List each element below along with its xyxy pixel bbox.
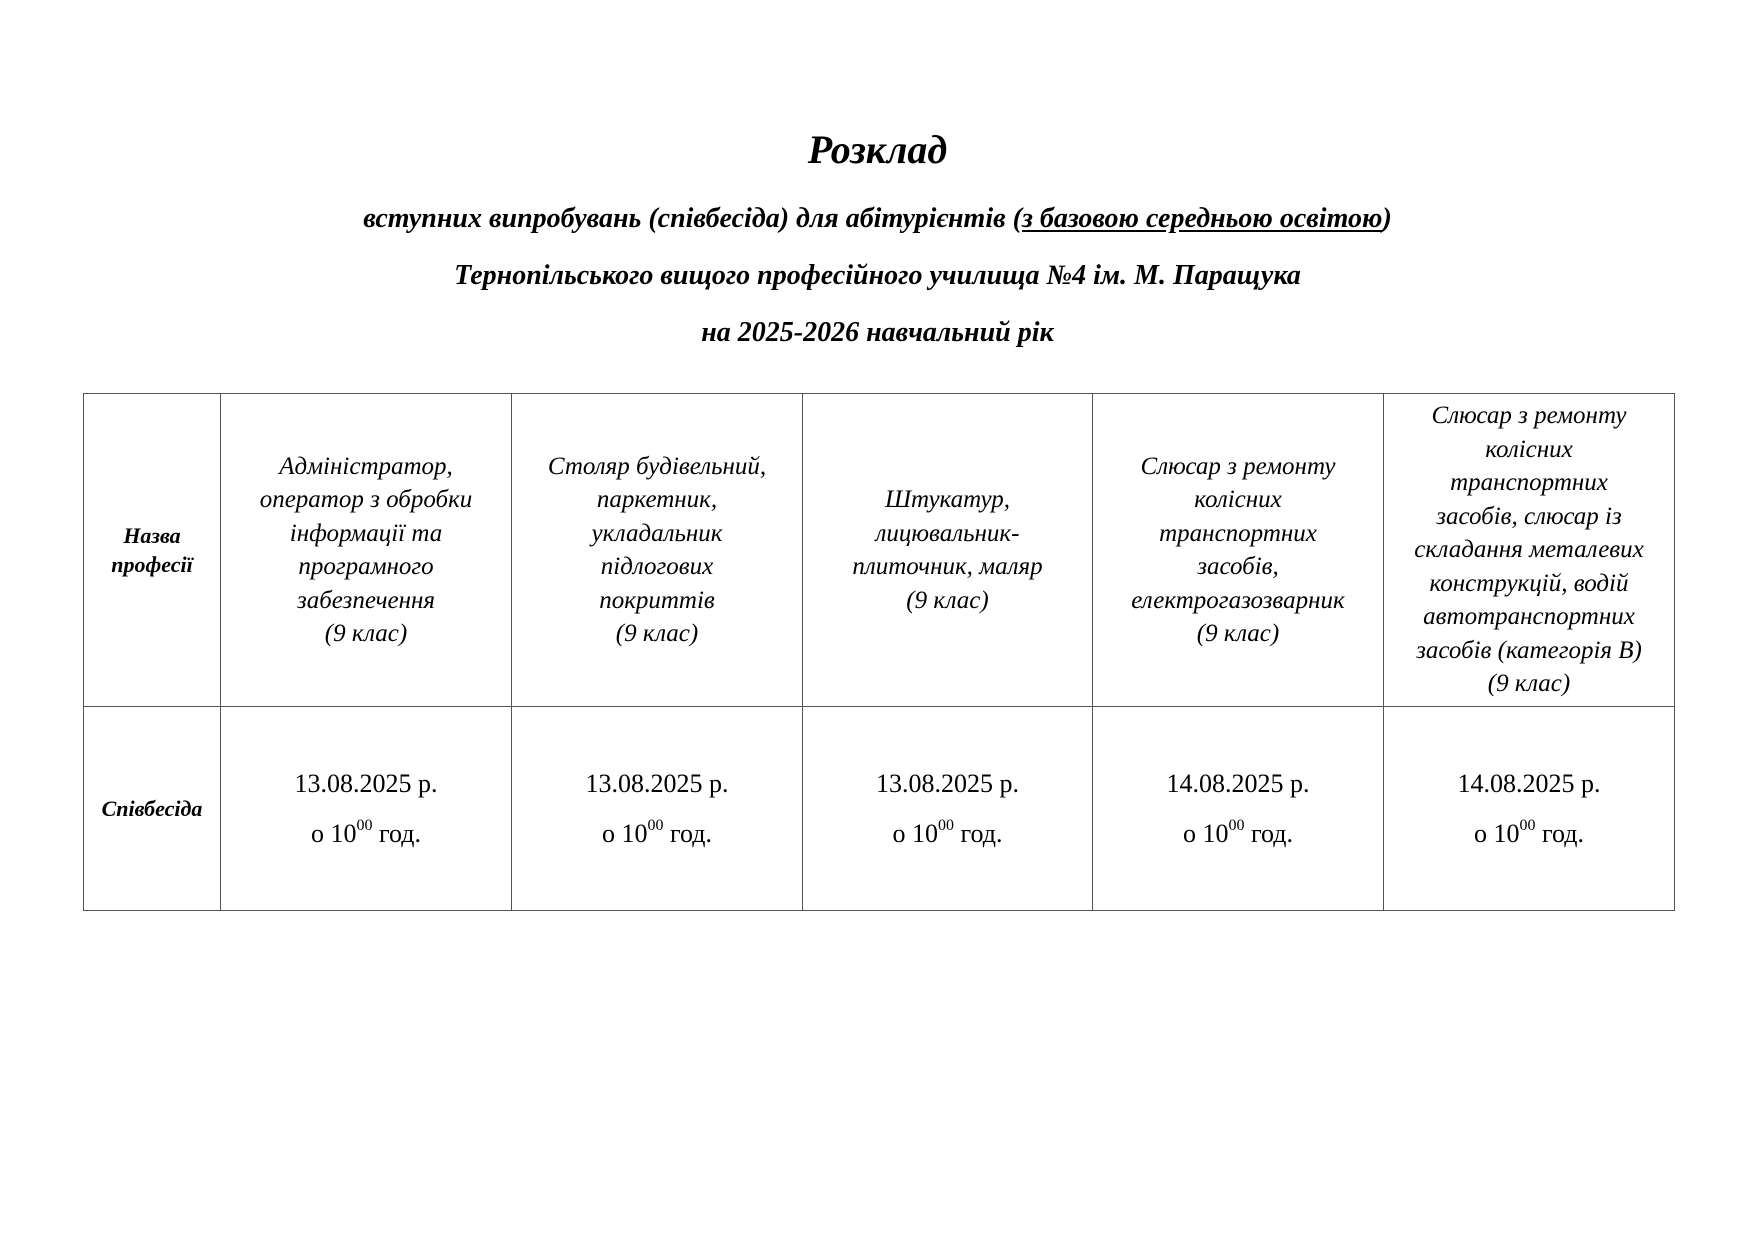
institution-name: Тернопільського вищого професійного училища №4 ім. М. Паращука bbox=[454, 260, 1301, 291]
profession-line: програмного bbox=[298, 553, 434, 580]
profession-cell bbox=[512, 394, 803, 707]
profession-line: лицювальник- bbox=[875, 519, 1020, 547]
subtitle-closing: ) bbox=[1382, 203, 1392, 234]
profession-line: (9 клас) bbox=[324, 620, 408, 647]
profession-line: Столяр будівельний, bbox=[547, 452, 767, 480]
profession-line: електрогазозварник bbox=[1131, 586, 1345, 614]
interview-time: о $10^{00}$ год. bbox=[892, 816, 1003, 848]
interview-cell bbox=[1384, 707, 1675, 911]
profession-line: засобів, слюсар із bbox=[1436, 502, 1622, 530]
interview-cell bbox=[803, 707, 1093, 911]
profession-line: плиточник, маляр bbox=[852, 553, 1043, 580]
profession-line: складання металевих bbox=[1414, 536, 1644, 564]
profession-line: транспортних bbox=[1450, 469, 1608, 497]
profession-line: Слюсар з ремонту bbox=[1431, 402, 1627, 430]
profession-line: засобів (категорія В) bbox=[1416, 636, 1642, 664]
interview-time: о $10^{00}$ год. bbox=[311, 816, 421, 848]
subtitle-underlined-text: з базовою середньою освітою bbox=[1021, 203, 1383, 234]
profession-line: (9 клас) bbox=[906, 586, 989, 614]
academic-year: на 2025-2026 навчальний рік bbox=[701, 317, 1054, 348]
profession-line: транспортних bbox=[1159, 519, 1317, 547]
interview-time: о $10^{00}$ год. bbox=[1183, 816, 1293, 848]
profession-row bbox=[84, 394, 1675, 707]
profession-cell bbox=[1384, 394, 1675, 707]
profession-line: (9 клас) bbox=[615, 620, 699, 647]
interview-time: о $10^{00}$ год. bbox=[602, 816, 712, 848]
interview-cell bbox=[221, 707, 512, 911]
profession-line: засобів, bbox=[1197, 553, 1279, 580]
profession-cell bbox=[1093, 394, 1384, 707]
profession-line: колісних bbox=[1485, 435, 1573, 463]
profession-line: Адміністратор, bbox=[279, 452, 453, 480]
row-label-interview: Співбесіда bbox=[84, 707, 221, 911]
interview-date: 14.08.2025 р. bbox=[1166, 768, 1310, 798]
profession-line: оператор з обробки bbox=[259, 486, 473, 513]
profession-line: Слюсар з ремонту bbox=[1140, 452, 1336, 480]
profession-line: конструкцій, водій bbox=[1429, 569, 1629, 597]
interview-date: 14.08.2025 р. bbox=[1457, 768, 1601, 798]
profession-cell bbox=[803, 394, 1093, 707]
row-label-profession: Назва професії bbox=[84, 394, 221, 707]
interview-cell bbox=[512, 707, 803, 911]
profession-line: паркетник, bbox=[596, 486, 718, 513]
profession-line: автотранспортних bbox=[1423, 603, 1635, 631]
interview-date: 13.08.2025 р. bbox=[876, 768, 1019, 798]
profession-line: інформації та bbox=[289, 519, 443, 547]
schedule-table bbox=[83, 393, 1675, 911]
profession-line: (9 клас) bbox=[1487, 670, 1571, 698]
document-title: Розклад bbox=[807, 127, 948, 172]
interview-date: 13.08.2025 р. bbox=[585, 768, 729, 798]
interview-cell bbox=[1093, 707, 1384, 911]
subtitle-text: вступних випробувань (співбесіда) для абітурієнтів ( bbox=[363, 203, 1022, 234]
profession-cell bbox=[221, 394, 512, 707]
profession-line: покриттів bbox=[599, 586, 715, 614]
interview-date: 13.08.2025 р. bbox=[294, 768, 438, 798]
profession-line: підлогових bbox=[600, 553, 714, 580]
profession-line: укладальник bbox=[591, 519, 723, 547]
interview-row bbox=[84, 707, 1675, 911]
interview-time: о $10^{00}$ год. bbox=[1474, 816, 1584, 848]
profession-line: (9 клас) bbox=[1196, 620, 1280, 647]
document-subtitle bbox=[0, 202, 1755, 236]
profession-line: колісних bbox=[1194, 486, 1282, 513]
profession-line: Штукатур, bbox=[884, 486, 1011, 513]
profession-line: забезпечення bbox=[296, 586, 436, 614]
